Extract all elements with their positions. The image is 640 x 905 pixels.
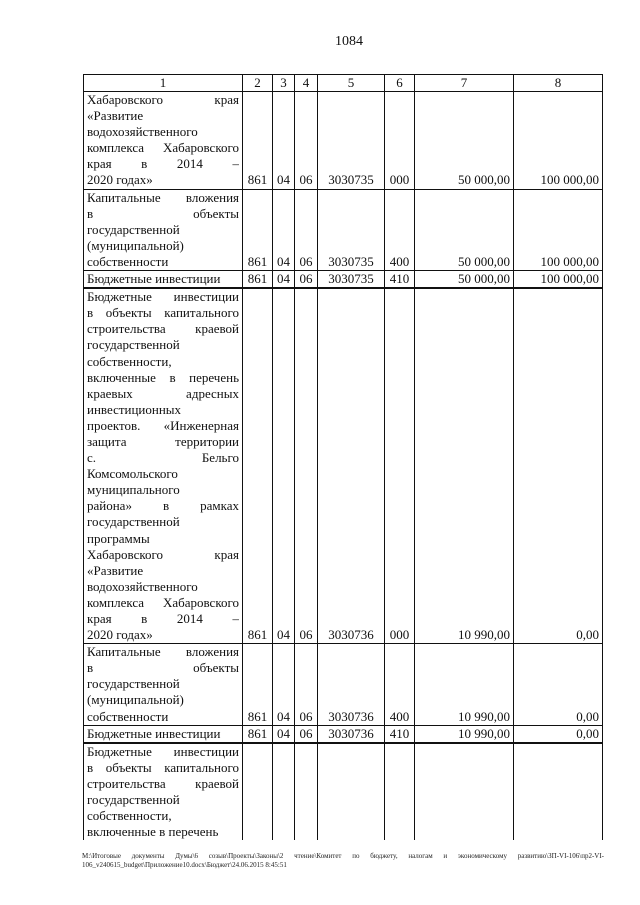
description-line: Хабаровского края	[87, 92, 239, 107]
amount-cell: 100 000,00	[514, 92, 603, 190]
description-line: Комсомольского	[87, 466, 178, 482]
description-cell	[84, 271, 243, 289]
description-line: Бюджетные инвестиции	[87, 743, 239, 759]
column-number-header: 8	[514, 75, 603, 92]
description-cell	[84, 92, 243, 190]
description-line: включенные в перечень	[87, 824, 219, 840]
description-line: государственной	[87, 676, 180, 692]
table-row	[84, 644, 603, 725]
table-row	[84, 271, 603, 289]
target-article-cell: 3030735	[318, 92, 385, 190]
section-code-cell: 04	[273, 644, 295, 725]
ministry-code-cell: 861	[243, 271, 273, 289]
subsection-code-cell: 06	[295, 189, 318, 270]
column-number-header: 5	[318, 75, 385, 92]
description-line: в объекты	[87, 660, 239, 676]
description-line: «Развитие	[87, 562, 144, 578]
description-line: 2020 годах»	[87, 172, 153, 188]
column-number-header: 1	[84, 75, 243, 92]
amount-cell	[415, 743, 514, 841]
description-line: (муниципальной)	[87, 692, 184, 708]
description-cell	[84, 644, 243, 725]
description-line: с. Бельго	[87, 450, 239, 466]
description-cell	[84, 725, 243, 743]
description-line: Хабаровского края	[87, 546, 239, 562]
description-cell	[84, 743, 243, 841]
subsection-code-cell: 06	[295, 725, 318, 743]
description-line: Бюджетные инвестиции	[87, 271, 221, 287]
description-line: комплекса Хабаровского	[87, 594, 239, 610]
expense-type-cell: 400	[385, 189, 415, 270]
description-line: собственности,	[87, 353, 172, 369]
target-article-cell: 3030736	[318, 288, 385, 644]
table-row	[84, 288, 603, 644]
amount-cell: 0,00	[514, 644, 603, 725]
table-row	[84, 189, 603, 270]
subsection-code-cell	[295, 743, 318, 841]
subsection-code-cell: 06	[295, 288, 318, 644]
description-line: Капитальные вложения	[87, 189, 239, 205]
description-line: комплекса Хабаровского	[87, 140, 239, 156]
target-article-cell	[318, 743, 385, 841]
description-cell	[84, 189, 243, 270]
target-article-cell: 3030735	[318, 189, 385, 270]
description-line: «Развитие	[87, 108, 144, 124]
description-line: государственной	[87, 792, 180, 808]
header-row	[84, 75, 603, 92]
expense-type-cell: 410	[385, 271, 415, 289]
table-row	[84, 743, 603, 841]
description-line: собственности,	[87, 808, 172, 824]
description-cell	[84, 288, 243, 644]
description-line: инвестиционных	[87, 401, 182, 417]
target-article-cell: 3030735	[318, 271, 385, 289]
amount-cell: 50 000,00	[415, 92, 514, 190]
description-line: собственности	[87, 708, 169, 724]
target-article-cell: 3030736	[318, 644, 385, 725]
section-code-cell	[273, 743, 295, 841]
table-row	[84, 725, 603, 743]
description-line: программы	[87, 530, 150, 546]
amount-cell: 10 990,00	[415, 288, 514, 644]
amount-cell: 50 000,00	[415, 189, 514, 270]
column-number-header: 6	[385, 75, 415, 92]
amount-cell: 100 000,00	[514, 271, 603, 289]
amount-cell: 0,00	[514, 288, 603, 644]
description-line: государственной	[87, 337, 180, 353]
subsection-code-cell: 06	[295, 644, 318, 725]
footer-path-line: M:\Итоговые документы Думы\6 созыв\Проекты\Законы\2 чтение\Комитет по бюджету, налогам и экономическому развитию\ЗП-VI-106\пр2-VI-	[82, 852, 604, 860]
ministry-code-cell	[243, 743, 273, 841]
expense-type-cell: 400	[385, 644, 415, 725]
description-line: проектов. «Инженерная	[87, 417, 239, 433]
description-line: Бюджетные инвестиции	[87, 725, 221, 741]
subsection-code-cell: 06	[295, 92, 318, 190]
ministry-code-cell: 861	[243, 92, 273, 190]
column-number-header: 2	[243, 75, 273, 92]
description-line: в объекты	[87, 205, 239, 221]
amount-cell: 50 000,00	[415, 271, 514, 289]
description-line: (муниципальной)	[87, 237, 184, 253]
description-line: в объекты капитального	[87, 759, 239, 775]
column-number-header: 4	[295, 75, 318, 92]
amount-cell: 10 990,00	[415, 725, 514, 743]
description-line: края в 2014 –	[87, 156, 239, 172]
section-code-cell: 04	[273, 189, 295, 270]
description-line: государственной	[87, 514, 180, 530]
file-path-footer	[82, 852, 604, 870]
amount-cell	[514, 743, 603, 841]
expense-type-cell: 410	[385, 725, 415, 743]
ministry-code-cell: 861	[243, 644, 273, 725]
description-line: включенные в перечень	[87, 369, 239, 385]
description-line: собственности	[87, 253, 169, 269]
footer-path-line: 106_v240615_budget\Приложение10.docx\Бюджет\24.06.2015 8:45:51	[82, 861, 287, 869]
amount-cell: 100 000,00	[514, 189, 603, 270]
expense-type-cell	[385, 743, 415, 841]
section-code-cell: 04	[273, 271, 295, 289]
description-line: водохозяйственного	[87, 124, 198, 140]
description-line: района» в рамках	[87, 498, 239, 514]
description-line: строительства краевой	[87, 775, 239, 791]
page-number: 1084	[335, 34, 363, 49]
expense-type-cell: 000	[385, 288, 415, 644]
section-code-cell: 04	[273, 725, 295, 743]
description-line: в объекты капитального	[87, 305, 239, 321]
ministry-code-cell: 861	[243, 189, 273, 270]
description-line: краевых адресных	[87, 385, 239, 401]
description-line: Бюджетные инвестиции	[87, 289, 239, 305]
section-code-cell: 04	[273, 288, 295, 644]
amount-cell: 10 990,00	[415, 644, 514, 725]
expense-type-cell: 000	[385, 92, 415, 190]
description-line: 2020 годах»	[87, 627, 153, 643]
description-line: края в 2014 –	[87, 611, 239, 626]
target-article-cell: 3030736	[318, 725, 385, 743]
description-line: Капитальные вложения	[87, 644, 239, 660]
amount-cell: 0,00	[514, 725, 603, 743]
ministry-code-cell: 861	[243, 288, 273, 644]
description-line: государственной	[87, 221, 180, 237]
column-number-header: 3	[273, 75, 295, 92]
description-line: муниципального	[87, 482, 180, 498]
table-row	[84, 92, 603, 190]
description-line: строительства краевой	[87, 321, 239, 337]
description-line: защита территории	[87, 433, 239, 449]
column-number-header: 7	[415, 75, 514, 92]
ministry-code-cell: 861	[243, 725, 273, 743]
description-line: водохозяйственного	[87, 578, 198, 594]
section-code-cell: 04	[273, 92, 295, 190]
table-body	[84, 92, 603, 841]
subsection-code-cell: 06	[295, 271, 318, 289]
budget-table	[83, 74, 603, 840]
